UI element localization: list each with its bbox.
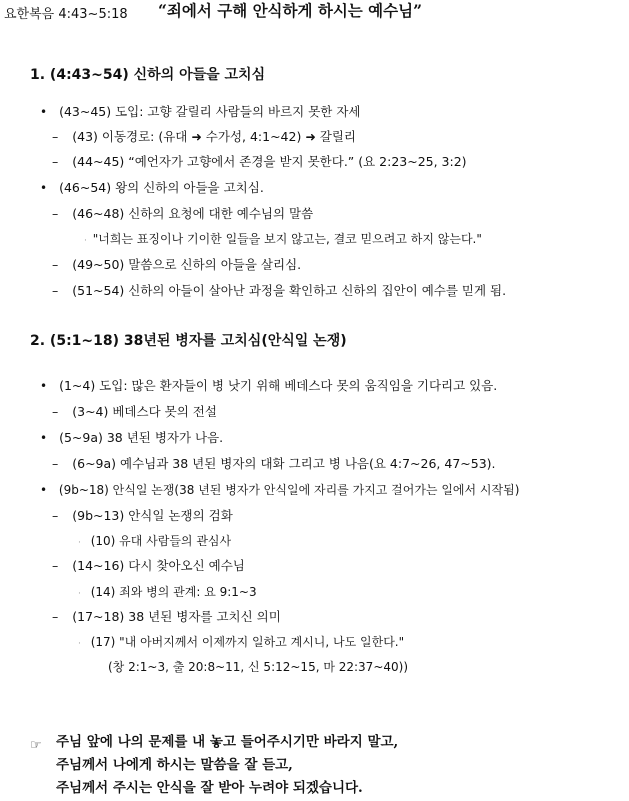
dash-marker: –: [52, 257, 59, 272]
page-title: “죄에서 구해 안식하게 하시는 예수님”: [158, 1, 423, 20]
dash-marker: –: [52, 129, 59, 144]
outline-subitem: [52, 508, 233, 524]
pointing-hand-icon: ☞: [30, 738, 42, 753]
bullet-marker: •: [40, 483, 48, 497]
outline-subsubitem: [78, 533, 231, 551]
outline-text: (3~4) 베데스다 못의 전설: [72, 404, 217, 419]
bullet-marker: •: [40, 379, 48, 393]
outline-subsubitem: [78, 584, 257, 602]
section-2-heading: 2. (5:1~18) 38년된 병자를 고치심(안식일 논쟁): [30, 333, 347, 349]
outline-text: (43) 이동경로: (유대 ➜ 수가성, 4:1~42) ➜ 갈릴리: [72, 129, 356, 144]
bullet-marker: •: [40, 181, 48, 195]
outline-text: (9b~18) 안식일 논쟁(38 년된 병자가 안식일에 자리를 가지고 걸어가는 일에서 시작됨): [58, 483, 520, 497]
outline-text: (17~18) 38 년된 병자를 고치신 의미: [72, 609, 281, 624]
outline-subsubitem: [84, 231, 482, 249]
outline-subitem: [52, 129, 356, 145]
outline-item: [40, 378, 497, 394]
closing-line-1: 주님 앞에 나의 문제를 내 놓고 들어주시기만 바라지 말고,: [56, 734, 399, 750]
outline-subitem: [52, 154, 467, 170]
dash-marker: –: [52, 609, 59, 624]
scripture-reference: 요한복음 4:43~5:18: [4, 7, 128, 22]
cross-references: (창 2:1~3, 출 20:8~11, 신 5:12~15, 마 22:37~40)): [108, 660, 409, 674]
outline-text: (10) 유대 사람들의 관심사: [90, 534, 232, 548]
dot-marker: ·: [78, 589, 81, 599]
quote-text: "너희는 표징이나 기이한 일들을 보지 않고는, 결코 믿으려고 하지 않는다.": [92, 232, 482, 246]
dash-marker: –: [52, 508, 59, 523]
outline-text: (5~9a) 38 년된 병자가 나음.: [59, 430, 224, 445]
quote-text: (17) "내 아버지께서 이제까지 일하고 계시니, 나도 일한다.": [90, 635, 405, 649]
dot-marker: ·: [78, 538, 81, 548]
dot-marker: ·: [78, 639, 81, 649]
outline-subitem: [52, 206, 313, 222]
dash-marker: –: [52, 283, 59, 298]
dash-marker: –: [52, 404, 59, 419]
outline-subsubitem: [78, 634, 404, 652]
outline-text: (44~45) “예언자가 고향에서 존경을 받지 못한다.” (요 2:23~25, 3:2): [72, 154, 467, 169]
dash-marker: –: [52, 206, 59, 221]
closing-line-3: 주님께서 주시는 안식을 잘 받아 누려야 되겠습니다.: [56, 780, 363, 796]
dash-marker: –: [52, 558, 59, 573]
bullet-marker: •: [40, 431, 48, 445]
dash-marker: –: [52, 154, 59, 169]
outline-subitem: [52, 283, 506, 299]
closing-line-2: 주님께서 나에게 하시는 말씀을 잘 듣고,: [56, 757, 293, 773]
outline-text: (51~54) 신하의 아들이 살아난 과정을 확인하고 신하의 집안이 예수를 믿게 됨.: [72, 283, 507, 298]
outline-text: (49~50) 말씀으로 신하의 아들을 살리심.: [72, 257, 302, 272]
outline-subitem: [52, 404, 217, 420]
dot-marker: ·: [84, 236, 87, 246]
outline-subitem: [52, 456, 496, 472]
outline-item: [40, 104, 360, 120]
outline-text: (14~16) 다시 찾아오신 예수님: [72, 558, 245, 573]
outline-text: (9b~13) 안식일 논쟁의 검화: [72, 508, 233, 523]
outline-subitem: [52, 609, 281, 625]
outline-item: [40, 430, 223, 446]
bullet-marker: •: [40, 105, 48, 119]
outline-text: (43~45) 도입: 고향 갈릴리 사람들의 바르지 못한 자세: [59, 104, 361, 119]
outline-text: (46~54) 왕의 신하의 아들을 고치심.: [59, 180, 264, 195]
outline-item: [40, 482, 519, 498]
section-1-heading: 1. (4:43~54) 신하의 아들을 고치심: [30, 67, 266, 83]
outline-text: (46~48) 신하의 요청에 대한 예수님의 말씀: [72, 206, 314, 221]
outline-subitem: [52, 257, 301, 273]
outline-subitem: [52, 558, 245, 574]
outline-text: (6~9a) 예수님과 38 년된 병자의 대화 그리고 병 나음(요 4:7~26, 47~53).: [72, 456, 496, 471]
outline-text: (1~4) 도입: 많은 환자들이 병 낫기 위해 베데스다 못의 움직임을 기다리고 있음.: [59, 378, 498, 393]
outline-text: (14) 죄와 병의 관계: 요 9:1~3: [90, 585, 257, 599]
outline-item: [40, 180, 264, 196]
dash-marker: –: [52, 456, 59, 471]
